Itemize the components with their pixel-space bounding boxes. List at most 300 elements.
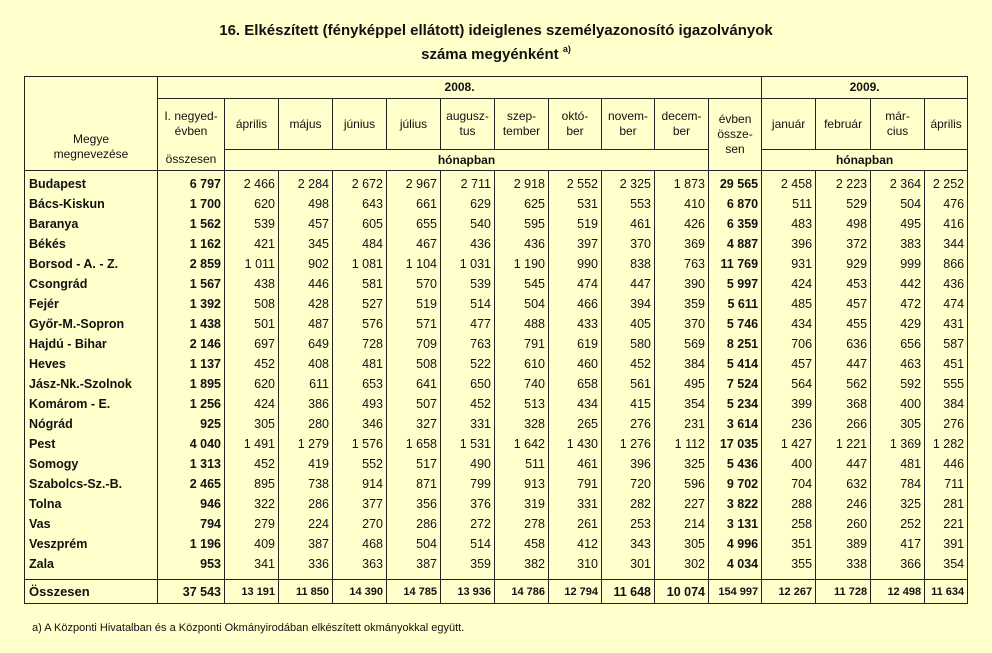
cell-jul: 641: [387, 374, 441, 394]
cell-feb9: 260: [816, 514, 871, 534]
table-row: [25, 234, 968, 254]
cell-total: 3 822: [709, 494, 762, 514]
cell-oct: 474: [549, 274, 602, 294]
cell-apr: 620: [225, 194, 279, 214]
cell-apr9: 446: [925, 454, 968, 474]
total-cell-sep: 14 786: [495, 580, 549, 604]
cell-sep: 2 918: [495, 171, 549, 195]
cell-apr9: 431: [925, 314, 968, 334]
cell-may: 419: [279, 454, 333, 474]
cell-dec: 354: [655, 394, 709, 414]
cell-nov: 370: [602, 234, 655, 254]
cell-q1: 946: [158, 494, 225, 514]
county-name: Komárom - E.: [25, 394, 158, 414]
cell-dec: 231: [655, 414, 709, 434]
cell-mar9: 366: [871, 554, 925, 580]
cell-mar9: 999: [871, 254, 925, 274]
cell-feb9: 453: [816, 274, 871, 294]
table-row: [25, 454, 968, 474]
cell-jun: 270: [333, 514, 387, 534]
county-header-line2: megnevezése: [53, 147, 129, 161]
col-year-total-line2: össze-: [717, 127, 753, 141]
cell-jun: 653: [333, 374, 387, 394]
cell-jun: 377: [333, 494, 387, 514]
cell-sep: 1 642: [495, 434, 549, 454]
cell-apr9: 474: [925, 294, 968, 314]
cell-sep: 1 190: [495, 254, 549, 274]
cell-mar9: 495: [871, 214, 925, 234]
cell-apr: 452: [225, 454, 279, 474]
cell-oct: 531: [549, 194, 602, 214]
total-cell-dec: 10 074: [655, 580, 709, 604]
year-2008-header: 2008.: [158, 77, 762, 99]
cell-jul: 504: [387, 534, 441, 554]
cell-jul: 661: [387, 194, 441, 214]
cell-aug: 763: [441, 334, 495, 354]
cell-jun: 484: [333, 234, 387, 254]
col-sep-2008-line1: szep-: [506, 109, 537, 123]
monthly-2008-header: hónapban: [225, 150, 709, 171]
cell-nov: 553: [602, 194, 655, 214]
cell-may: 387: [279, 534, 333, 554]
cell-jan9: 399: [762, 394, 816, 414]
cell-jan9: 483: [762, 214, 816, 234]
cell-mar9: 383: [871, 234, 925, 254]
cell-dec: 227: [655, 494, 709, 514]
cell-sep: 488: [495, 314, 549, 334]
cell-apr9: 2 252: [925, 171, 968, 195]
cell-apr: 2 466: [225, 171, 279, 195]
county-header-line1: Megye: [72, 132, 110, 146]
cell-oct: 461: [549, 454, 602, 474]
total-row: [25, 580, 968, 604]
cell-feb9: 266: [816, 414, 871, 434]
cell-total: 29 565: [709, 171, 762, 195]
cell-q1: 1 196: [158, 534, 225, 554]
cell-jan9: 706: [762, 334, 816, 354]
cell-dec: 359: [655, 294, 709, 314]
cell-feb9: 2 223: [816, 171, 871, 195]
cell-jun: 1 081: [333, 254, 387, 274]
cell-aug: 331: [441, 414, 495, 434]
county-name: Csongrád: [25, 274, 158, 294]
cell-apr9: 354: [925, 554, 968, 580]
cell-jun: 552: [333, 454, 387, 474]
cell-mar9: 656: [871, 334, 925, 354]
table-header: [25, 77, 968, 171]
county-header: [25, 77, 158, 171]
cell-nov: 580: [602, 334, 655, 354]
table-row: [25, 474, 968, 494]
cell-sep: 504: [495, 294, 549, 314]
cell-jun: 346: [333, 414, 387, 434]
cell-q1: 794: [158, 514, 225, 534]
cell-nov: 282: [602, 494, 655, 514]
county-name: Tolna: [25, 494, 158, 514]
cell-feb9: 562: [816, 374, 871, 394]
cell-dec: 302: [655, 554, 709, 580]
cell-mar9: 400: [871, 394, 925, 414]
cell-q1: 1 162: [158, 234, 225, 254]
cell-aug: 452: [441, 394, 495, 414]
total-cell-feb9: 11 728: [816, 580, 871, 604]
cell-jan9: 511: [762, 194, 816, 214]
cell-may: 336: [279, 554, 333, 580]
table-title-text: száma megyénként: [421, 46, 559, 63]
cell-apr: 1 011: [225, 254, 279, 274]
cell-feb9: 338: [816, 554, 871, 580]
year-2009-header: 2009.: [762, 77, 968, 99]
cell-jan9: 434: [762, 314, 816, 334]
cell-sep: 513: [495, 394, 549, 414]
col-mar-2009-line2: cius: [886, 124, 909, 138]
cell-jan9: 485: [762, 294, 816, 314]
footnote: a) A Központi Hivatalban és a Központi Okmányirodában elkészített okmányokkal együtt.: [32, 622, 465, 634]
cell-apr9: 391: [925, 534, 968, 554]
total-cell-apr9: 11 634: [925, 580, 968, 604]
cell-nov: 452: [602, 354, 655, 374]
cell-may: 649: [279, 334, 333, 354]
cell-total: 8 251: [709, 334, 762, 354]
cell-sep: 740: [495, 374, 549, 394]
cell-feb9: 529: [816, 194, 871, 214]
cell-aug: 359: [441, 554, 495, 580]
cell-jun: 527: [333, 294, 387, 314]
col-nov-2008-line1: novem-: [607, 109, 648, 123]
cell-feb9: 389: [816, 534, 871, 554]
cell-jun: 363: [333, 554, 387, 580]
cell-apr9: 436: [925, 274, 968, 294]
cell-aug: 799: [441, 474, 495, 494]
county-name: Zala: [25, 554, 158, 580]
cell-q1: 1 562: [158, 214, 225, 234]
cell-mar9: 463: [871, 354, 925, 374]
total-cell-may: 11 850: [279, 580, 333, 604]
table-row: [25, 214, 968, 234]
cell-q1: 1 392: [158, 294, 225, 314]
col-oct-2008: [549, 99, 602, 150]
cell-nov: 405: [602, 314, 655, 334]
cell-total: 7 524: [709, 374, 762, 394]
cell-jul: 571: [387, 314, 441, 334]
table-row: [25, 434, 968, 454]
cell-q1: 1 256: [158, 394, 225, 414]
cell-dec: 495: [655, 374, 709, 394]
cell-nov: 415: [602, 394, 655, 414]
cell-dec: 370: [655, 314, 709, 334]
cell-mar9: 784: [871, 474, 925, 494]
cell-sep: 625: [495, 194, 549, 214]
cell-sep: 319: [495, 494, 549, 514]
cell-jul: 1 104: [387, 254, 441, 274]
col-sep-2008-line2: tember: [502, 124, 541, 138]
cell-apr9: 1 282: [925, 434, 968, 454]
cell-total: 5 611: [709, 294, 762, 314]
county-name: Jász-Nk.-Szolnok: [25, 374, 158, 394]
cell-nov: 461: [602, 214, 655, 234]
total-cell-jan9: 12 267: [762, 580, 816, 604]
cell-jun: 2 672: [333, 171, 387, 195]
cell-aug: 376: [441, 494, 495, 514]
table-row: [25, 414, 968, 434]
cell-q1: 6 797: [158, 171, 225, 195]
cell-total: 6 359: [709, 214, 762, 234]
col-aug-2008-line2: tus: [459, 124, 476, 138]
cell-sep: 595: [495, 214, 549, 234]
cell-feb9: 372: [816, 234, 871, 254]
cell-apr: 279: [225, 514, 279, 534]
cell-sep: 436: [495, 234, 549, 254]
cell-sep: 791: [495, 334, 549, 354]
cell-jul: 655: [387, 214, 441, 234]
cell-nov: 394: [602, 294, 655, 314]
cell-sep: 913: [495, 474, 549, 494]
cell-may: 611: [279, 374, 333, 394]
cell-feb9: 246: [816, 494, 871, 514]
cell-jul: 570: [387, 274, 441, 294]
cell-mar9: 252: [871, 514, 925, 534]
cell-may: 280: [279, 414, 333, 434]
cell-nov: 838: [602, 254, 655, 274]
cell-oct: 791: [549, 474, 602, 494]
table-row: [25, 534, 968, 554]
cell-feb9: 632: [816, 474, 871, 494]
cell-oct: 261: [549, 514, 602, 534]
col-nov-2008-line2: ber: [619, 124, 637, 138]
col-mar-2009: [871, 99, 925, 150]
total-cell-q1: 37 543: [158, 580, 225, 604]
cell-total: 5 997: [709, 274, 762, 294]
cell-jun: 493: [333, 394, 387, 414]
cell-apr9: 416: [925, 214, 968, 234]
cell-apr9: 476: [925, 194, 968, 214]
cell-total: 4 034: [709, 554, 762, 580]
col-nov-2008: [602, 99, 655, 150]
cell-dec: 596: [655, 474, 709, 494]
cell-nov: 396: [602, 454, 655, 474]
table-total: [25, 580, 968, 604]
cell-feb9: 498: [816, 214, 871, 234]
cell-nov: 276: [602, 414, 655, 434]
cell-feb9: 1 221: [816, 434, 871, 454]
cell-mar9: 417: [871, 534, 925, 554]
col-oct-2008-line2: ber: [566, 124, 584, 138]
cell-aug: 436: [441, 234, 495, 254]
cell-feb9: 636: [816, 334, 871, 354]
q1-total-header: összesen: [158, 150, 225, 171]
cell-oct: 619: [549, 334, 602, 354]
cell-dec: 1 112: [655, 434, 709, 454]
county-name: Vas: [25, 514, 158, 534]
cell-jan9: 704: [762, 474, 816, 494]
col-jun-2008: június: [333, 99, 387, 150]
cell-may: 408: [279, 354, 333, 374]
cell-total: 4 996: [709, 534, 762, 554]
cell-nov: 561: [602, 374, 655, 394]
cell-jan9: 400: [762, 454, 816, 474]
county-name: Somogy: [25, 454, 158, 474]
cell-apr: 452: [225, 354, 279, 374]
cell-oct: 1 430: [549, 434, 602, 454]
cell-feb9: 368: [816, 394, 871, 414]
cell-aug: 514: [441, 534, 495, 554]
col-year-total-line3: sen: [725, 142, 745, 156]
cell-jan9: 258: [762, 514, 816, 534]
cell-total: 11 769: [709, 254, 762, 274]
cell-mar9: 2 364: [871, 171, 925, 195]
cell-jan9: 457: [762, 354, 816, 374]
cell-feb9: 457: [816, 294, 871, 314]
cell-apr9: 384: [925, 394, 968, 414]
cell-feb9: 447: [816, 454, 871, 474]
cell-apr: 424: [225, 394, 279, 414]
cell-aug: 1 031: [441, 254, 495, 274]
cell-aug: 522: [441, 354, 495, 374]
col-may-2008: május: [279, 99, 333, 150]
county-name: Bács-Kiskun: [25, 194, 158, 214]
total-label: Összesen: [25, 580, 158, 604]
table-row: [25, 274, 968, 294]
cell-feb9: 447: [816, 354, 871, 374]
county-name: Győr-M.-Sopron: [25, 314, 158, 334]
cell-apr: 620: [225, 374, 279, 394]
table-row: [25, 314, 968, 334]
table-row: [25, 494, 968, 514]
cell-jul: 356: [387, 494, 441, 514]
col-aug-2008: [441, 99, 495, 150]
cell-sep: 382: [495, 554, 549, 580]
table-row: [25, 171, 968, 195]
cell-mar9: 472: [871, 294, 925, 314]
cell-apr: 438: [225, 274, 279, 294]
cell-jul: 508: [387, 354, 441, 374]
cell-jul: 709: [387, 334, 441, 354]
cell-jul: 517: [387, 454, 441, 474]
cell-q1: 1 700: [158, 194, 225, 214]
table-row: [25, 514, 968, 534]
cell-jan9: 424: [762, 274, 816, 294]
table-row: [25, 554, 968, 580]
statistics-table: [24, 76, 968, 604]
table-row: [25, 254, 968, 274]
cell-jul: 1 658: [387, 434, 441, 454]
cell-nov: 343: [602, 534, 655, 554]
cell-jul: 2 967: [387, 171, 441, 195]
cell-total: 5 414: [709, 354, 762, 374]
county-name: Hajdú - Bihar: [25, 334, 158, 354]
cell-q1: 4 040: [158, 434, 225, 454]
cell-apr9: 555: [925, 374, 968, 394]
cell-apr9: 866: [925, 254, 968, 274]
county-name: Veszprém: [25, 534, 158, 554]
total-cell-total: 154 997: [709, 580, 762, 604]
cell-jan9: 931: [762, 254, 816, 274]
col-dec-2008: [655, 99, 709, 150]
county-name: Szabolcs-Sz.-B.: [25, 474, 158, 494]
cell-apr9: 587: [925, 334, 968, 354]
table-row: [25, 374, 968, 394]
cell-sep: 278: [495, 514, 549, 534]
cell-may: 446: [279, 274, 333, 294]
cell-apr: 697: [225, 334, 279, 354]
cell-q1: 1 567: [158, 274, 225, 294]
col-feb-2009: február: [816, 99, 871, 150]
cell-may: 428: [279, 294, 333, 314]
cell-dec: 384: [655, 354, 709, 374]
cell-jun: 728: [333, 334, 387, 354]
cell-dec: 410: [655, 194, 709, 214]
cell-jan9: 288: [762, 494, 816, 514]
cell-jun: 605: [333, 214, 387, 234]
cell-apr9: 451: [925, 354, 968, 374]
cell-oct: 265: [549, 414, 602, 434]
cell-aug: 540: [441, 214, 495, 234]
cell-jun: 468: [333, 534, 387, 554]
cell-dec: 763: [655, 254, 709, 274]
cell-jun: 643: [333, 194, 387, 214]
total-cell-jul: 14 785: [387, 580, 441, 604]
cell-jun: 576: [333, 314, 387, 334]
cell-nov: 447: [602, 274, 655, 294]
cell-nov: 2 325: [602, 171, 655, 195]
cell-dec: 1 873: [655, 171, 709, 195]
cell-oct: 2 552: [549, 171, 602, 195]
cell-jul: 387: [387, 554, 441, 580]
cell-jan9: 351: [762, 534, 816, 554]
total-cell-apr: 13 191: [225, 580, 279, 604]
total-cell-nov: 11 648: [602, 580, 655, 604]
cell-q1: 2 465: [158, 474, 225, 494]
cell-dec: 569: [655, 334, 709, 354]
cell-total: 17 035: [709, 434, 762, 454]
cell-apr9: 344: [925, 234, 968, 254]
q1-header: [158, 99, 225, 150]
cell-aug: 477: [441, 314, 495, 334]
cell-aug: 514: [441, 294, 495, 314]
cell-q1: 925: [158, 414, 225, 434]
col-year-total: [709, 99, 762, 171]
cell-apr9: 221: [925, 514, 968, 534]
cell-jan9: 2 458: [762, 171, 816, 195]
cell-nov: 301: [602, 554, 655, 580]
county-name: Nógrád: [25, 414, 158, 434]
col-dec-2008-line2: ber: [672, 124, 691, 138]
cell-oct: 433: [549, 314, 602, 334]
cell-may: 1 279: [279, 434, 333, 454]
county-name: Borsod - A. - Z.: [25, 254, 158, 274]
county-name: Pest: [25, 434, 158, 454]
cell-total: 3 131: [709, 514, 762, 534]
cell-oct: 658: [549, 374, 602, 394]
col-apr-2009: április: [925, 99, 968, 150]
col-aug-2008-line1: augusz-: [446, 109, 489, 123]
cell-feb9: 929: [816, 254, 871, 274]
cell-may: 2 284: [279, 171, 333, 195]
cell-oct: 397: [549, 234, 602, 254]
footnote-mark: a): [562, 44, 571, 54]
cell-dec: 305: [655, 534, 709, 554]
cell-feb9: 455: [816, 314, 871, 334]
cell-apr9: 711: [925, 474, 968, 494]
county-name: Heves: [25, 354, 158, 374]
col-apr-2008: április: [225, 99, 279, 150]
cell-may: 224: [279, 514, 333, 534]
cell-oct: 460: [549, 354, 602, 374]
cell-apr9: 276: [925, 414, 968, 434]
cell-total: 9 702: [709, 474, 762, 494]
county-name: Békés: [25, 234, 158, 254]
cell-total: 5 436: [709, 454, 762, 474]
